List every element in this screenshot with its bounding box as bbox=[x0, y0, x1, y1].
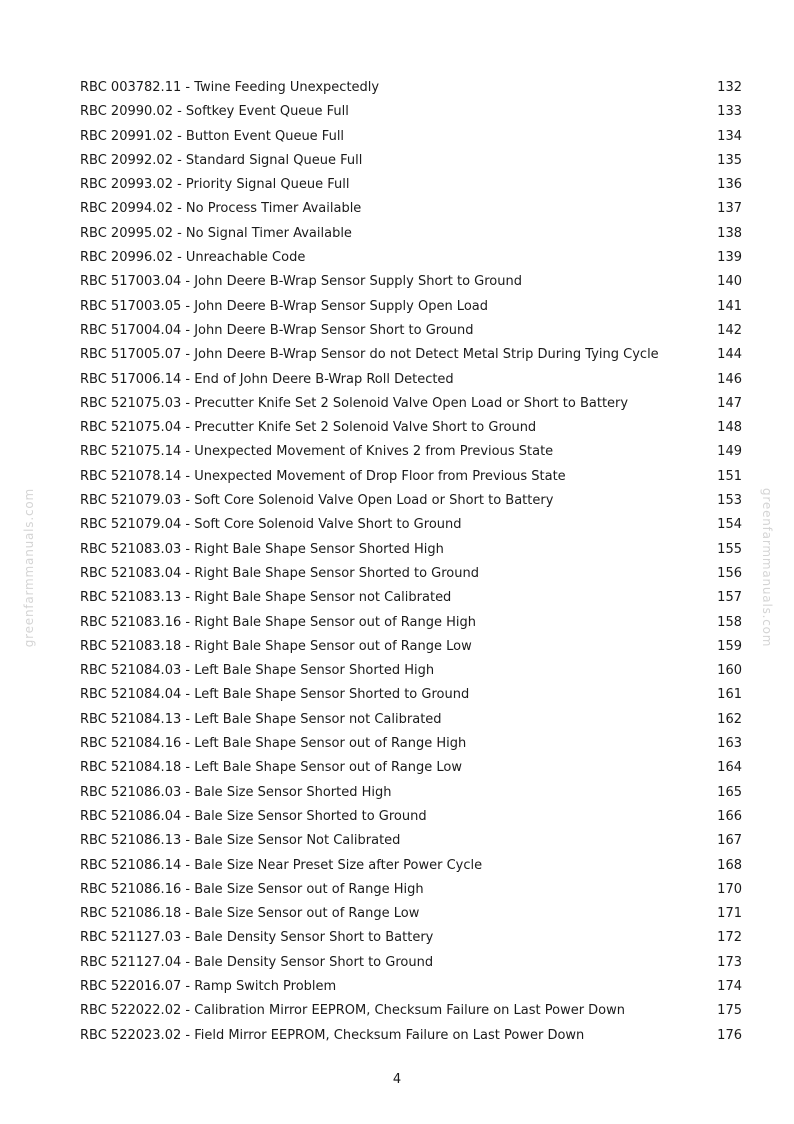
toc-entry[interactable] bbox=[80, 197, 742, 221]
toc-entry-title: RBC 20991.02 - Button Event Queue Full bbox=[80, 128, 345, 144]
toc-entry-page-number: 159 bbox=[717, 638, 742, 654]
toc-entry-title: RBC 521084.04 - Left Bale Shape Sensor Shorted to Ground bbox=[80, 687, 470, 703]
toc-entry-title: RBC 521086.13 - Bale Size Sensor Not Calibrated bbox=[80, 833, 401, 849]
toc-entry-title: RBC 521084.16 - Left Bale Shape Sensor out of Range High bbox=[80, 736, 467, 752]
toc-entry-title: RBC 20996.02 - Unreachable Code bbox=[80, 250, 306, 266]
toc-entry-title: RBC 521084.13 - Left Bale Shape Sensor not Calibrated bbox=[80, 711, 442, 727]
toc-entry-page-number: 140 bbox=[717, 274, 742, 290]
toc-entry[interactable] bbox=[80, 854, 742, 878]
watermark-left: greenfarmmanuals.com bbox=[22, 488, 36, 648]
toc-entry-title: RBC 521075.04 - Precutter Knife Set 2 Solenoid Valve Short to Ground bbox=[80, 420, 537, 436]
toc-entry-title: RBC 20994.02 - No Process Timer Available bbox=[80, 201, 362, 217]
toc-entry-page-number: 148 bbox=[717, 420, 742, 436]
toc-entry-page-number: 153 bbox=[717, 493, 742, 509]
toc-entry-page-number: 165 bbox=[717, 784, 742, 800]
page-number: 4 bbox=[392, 1072, 402, 1087]
toc-entry-page-number: 149 bbox=[717, 444, 742, 460]
toc-entry[interactable] bbox=[80, 781, 742, 805]
toc-entry-page-number: 155 bbox=[717, 541, 742, 557]
toc-entry-page-number: 160 bbox=[717, 663, 742, 679]
toc-entry-title: RBC 521086.14 - Bale Size Near Preset Size after Power Cycle bbox=[80, 857, 483, 873]
toc-entry-page-number: 173 bbox=[717, 954, 742, 970]
toc-entry[interactable] bbox=[80, 1024, 742, 1048]
toc-entry[interactable] bbox=[80, 319, 742, 343]
toc-entry[interactable] bbox=[80, 295, 742, 319]
toc-entry[interactable] bbox=[80, 805, 742, 829]
toc-entry-title: RBC 521083.03 - Right Bale Shape Sensor Shorted High bbox=[80, 541, 444, 557]
toc-entry[interactable] bbox=[80, 586, 742, 610]
toc-entry-title: RBC 521086.03 - Bale Size Sensor Shorted High bbox=[80, 784, 392, 800]
toc-entry-page-number: 132 bbox=[717, 80, 742, 95]
toc-entry[interactable] bbox=[80, 416, 742, 440]
toc-entry-title: RBC 517003.05 - John Deere B-Wrap Sensor Supply Open Load bbox=[80, 298, 488, 314]
toc-entry[interactable] bbox=[80, 173, 742, 197]
toc-entry[interactable] bbox=[80, 538, 742, 562]
toc-entry[interactable] bbox=[80, 100, 742, 124]
toc-entry[interactable] bbox=[80, 926, 742, 950]
toc-entry-title: RBC 522022.02 - Calibration Mirror EEPROM, Checksum Failure on Last Power Down bbox=[80, 1003, 626, 1019]
toc-entry-page-number: 142 bbox=[717, 322, 742, 338]
toc-entry-title: RBC 521083.13 - Right Bale Shape Sensor not Calibrated bbox=[80, 590, 452, 606]
toc-entry-title: RBC 522023.02 - Field Mirror EEPROM, Checksum Failure on Last Power Down bbox=[80, 1027, 585, 1043]
toc-entry-page-number: 171 bbox=[717, 906, 742, 922]
toc-entry-page-number: 135 bbox=[717, 152, 742, 168]
toc-entry-title: RBC 521086.18 - Bale Size Sensor out of Range Low bbox=[80, 906, 420, 922]
toc-entry-page-number: 134 bbox=[717, 128, 742, 144]
toc-entry-title: RBC 521083.04 - Right Bale Shape Sensor Shorted to Ground bbox=[80, 565, 479, 581]
toc-entry-page-number: 147 bbox=[717, 395, 742, 411]
toc-entry[interactable] bbox=[80, 149, 742, 173]
toc-entry-page-number: 137 bbox=[717, 201, 742, 217]
toc-entry[interactable] bbox=[80, 902, 742, 926]
toc-entry[interactable] bbox=[80, 829, 742, 853]
toc-entry[interactable] bbox=[80, 76, 742, 100]
table-of-contents bbox=[80, 76, 742, 1048]
toc-entry-title: RBC 521079.03 - Soft Core Solenoid Valve Open Load or Short to Battery bbox=[80, 493, 554, 509]
toc-entry-title: RBC 20993.02 - Priority Signal Queue Full bbox=[80, 177, 350, 193]
toc-entry-page-number: 136 bbox=[717, 177, 742, 193]
toc-entry-title: RBC 521075.14 - Unexpected Movement of Knives 2 from Previous State bbox=[80, 444, 554, 460]
toc-entry[interactable] bbox=[80, 392, 742, 416]
toc-entry-page-number: 161 bbox=[717, 687, 742, 703]
toc-entry-title: RBC 521075.03 - Precutter Knife Set 2 Solenoid Valve Open Load or Short to Battery bbox=[80, 395, 629, 411]
toc-entry-page-number: 167 bbox=[717, 833, 742, 849]
toc-entry[interactable] bbox=[80, 222, 742, 246]
toc-entry[interactable] bbox=[80, 708, 742, 732]
toc-entry[interactable] bbox=[80, 635, 742, 659]
toc-entry[interactable] bbox=[80, 878, 742, 902]
toc-entry-title: RBC 517004.04 - John Deere B-Wrap Sensor Short to Ground bbox=[80, 322, 474, 338]
toc-entry-page-number: 163 bbox=[717, 736, 742, 752]
toc-entry[interactable] bbox=[80, 683, 742, 707]
toc-entry-page-number: 133 bbox=[717, 104, 742, 120]
toc-entry-title: RBC 521084.18 - Left Bale Shape Sensor out of Range Low bbox=[80, 760, 462, 776]
toc-entry-title: RBC 522016.07 - Ramp Switch Problem bbox=[80, 978, 337, 994]
toc-entry-title: RBC 517005.07 - John Deere B-Wrap Sensor do not Detect Metal Strip During Tying Cycle bbox=[80, 347, 659, 363]
toc-entry-page-number: 154 bbox=[717, 517, 742, 533]
toc-entry-page-number: 174 bbox=[717, 978, 742, 994]
toc-entry-page-number: 157 bbox=[717, 590, 742, 606]
toc-entry-page-number: 141 bbox=[717, 298, 742, 314]
toc-entry-title: RBC 20995.02 - No Signal Timer Available bbox=[80, 225, 352, 241]
toc-entry-title: RBC 521127.04 - Bale Density Sensor Short to Ground bbox=[80, 954, 434, 970]
toc-entry[interactable] bbox=[80, 489, 742, 513]
toc-entry-title: RBC 521084.03 - Left Bale Shape Sensor Shorted High bbox=[80, 663, 435, 679]
toc-entry-title: RBC 003782.11 - Twine Feeding Unexpectedly bbox=[80, 80, 380, 95]
toc-entry-page-number: 156 bbox=[717, 565, 742, 581]
toc-entry-title: RBC 517003.04 - John Deere B-Wrap Sensor Supply Short to Ground bbox=[80, 274, 522, 290]
toc-entry-page-number: 164 bbox=[717, 760, 742, 776]
toc-entry-title: RBC 517006.14 - End of John Deere B-Wrap Roll Detected bbox=[80, 371, 454, 387]
toc-entry-page-number: 172 bbox=[717, 930, 742, 946]
toc-entry-title: RBC 20992.02 - Standard Signal Queue Full bbox=[80, 152, 363, 168]
toc-entry-page-number: 146 bbox=[717, 371, 742, 387]
toc-entry-title: RBC 521079.04 - Soft Core Solenoid Valve Short to Ground bbox=[80, 517, 462, 533]
toc-entry-page-number: 175 bbox=[717, 1003, 742, 1019]
toc-entry-title: RBC 521086.16 - Bale Size Sensor out of Range High bbox=[80, 881, 424, 897]
toc-entry[interactable] bbox=[80, 611, 742, 635]
toc-entry[interactable] bbox=[80, 465, 742, 489]
toc-entry-page-number: 138 bbox=[717, 225, 742, 241]
toc-entry-title: RBC 521086.04 - Bale Size Sensor Shorted to Ground bbox=[80, 808, 427, 824]
toc-entry-page-number: 166 bbox=[717, 808, 742, 824]
toc-entry[interactable] bbox=[80, 440, 742, 464]
toc-entry-title: RBC 521083.18 - Right Bale Shape Sensor out of Range Low bbox=[80, 638, 472, 654]
toc-entry-page-number: 151 bbox=[717, 468, 742, 484]
toc-entry-title: RBC 521083.16 - Right Bale Shape Sensor out of Range High bbox=[80, 614, 477, 630]
toc-entry[interactable] bbox=[80, 270, 742, 294]
toc-entry[interactable] bbox=[80, 343, 742, 367]
toc-entry-page-number: 168 bbox=[717, 857, 742, 873]
toc-entry-page-number: 176 bbox=[717, 1027, 742, 1043]
toc-entry[interactable] bbox=[80, 756, 742, 780]
toc-entry-page-number: 162 bbox=[717, 711, 742, 727]
toc-entry-title: RBC 521127.03 - Bale Density Sensor Short to Battery bbox=[80, 930, 434, 946]
toc-entry-page-number: 170 bbox=[717, 881, 742, 897]
toc-entry[interactable] bbox=[80, 659, 742, 683]
toc-entry[interactable] bbox=[80, 368, 742, 392]
toc-entry-page-number: 158 bbox=[717, 614, 742, 630]
toc-entry[interactable] bbox=[80, 246, 742, 270]
toc-entry-title: RBC 20990.02 - Softkey Event Queue Full bbox=[80, 104, 349, 120]
toc-entry[interactable] bbox=[80, 951, 742, 975]
toc-entry[interactable] bbox=[80, 562, 742, 586]
toc-entry[interactable] bbox=[80, 999, 742, 1023]
toc-entry[interactable] bbox=[80, 513, 742, 537]
toc-entry-page-number: 144 bbox=[717, 347, 742, 363]
toc-entry[interactable] bbox=[80, 732, 742, 756]
toc-entry-title: RBC 521078.14 - Unexpected Movement of Drop Floor from Previous State bbox=[80, 468, 566, 484]
toc-entry-page-number: 139 bbox=[717, 250, 742, 266]
toc-entry[interactable] bbox=[80, 975, 742, 999]
watermark-right: greenfarmmanuals.com bbox=[760, 488, 774, 648]
toc-entry[interactable] bbox=[80, 125, 742, 149]
